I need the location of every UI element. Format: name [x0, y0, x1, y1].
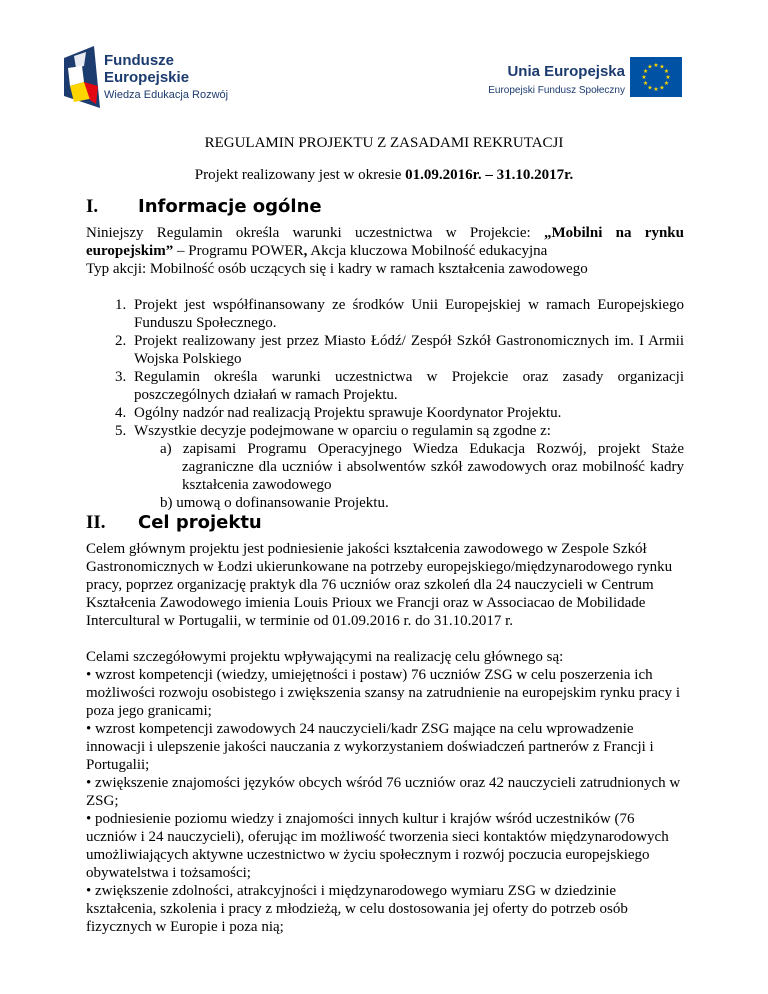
- section1-intro-comma: ,: [303, 243, 308, 259]
- section1-list: [86, 296, 684, 512]
- section2-title: Cel projektu: [138, 512, 262, 533]
- svg-text:★: ★: [647, 63, 653, 71]
- period-prefix: Projekt realizowany jest w okresie: [194, 167, 406, 183]
- section1-item-4: Ogólny nadzór nad realizacją Projektu sprawuje Koordynator Projektu.: [134, 405, 562, 421]
- section1-heading: [86, 196, 322, 218]
- sublist-label-b: b): [160, 495, 173, 511]
- svg-text:★: ★: [642, 68, 649, 75]
- section1-item-1: Projekt jest współfinansowany ze środków Unii Europejskiej w ramach Europejskiego Funduszu Społecznego.: [134, 297, 684, 331]
- section1-title: Informacje ogólne: [138, 196, 322, 217]
- sublist-text-a: zapisami Programu Operacyjnego Wiedza Edukacja Rozwój, projekt Staże zagraniczne dla uczniów i absolwentów szkół zawodowych oraz mobilność kadry kształcenia zawodowego: [182, 441, 684, 493]
- section1-item-5: Wszystkie decyzje podejmowane w oparciu o regulamin są zgodne z:: [134, 423, 551, 439]
- section2-body: [86, 540, 684, 936]
- svg-text:★: ★: [665, 74, 671, 81]
- fe-logo-line1: Fundusze: [104, 52, 174, 69]
- goal-bullet-3: • zwiększenie znajomości języków obcych wśród 76 uczniów oraz 42 nauczycieli zatrudnionych w ZSG;: [86, 775, 681, 809]
- svg-text:★: ★: [663, 68, 670, 75]
- svg-text:★: ★: [642, 80, 649, 87]
- section2-heading: [86, 512, 262, 534]
- ue-logo-line2: Europejski Fundusz Społeczny: [488, 85, 625, 96]
- section1-sublist: [134, 440, 684, 512]
- goal-bullet-4: • podniesienie poziomu wiedzy i znajomości innych kultur i krajów wśród uczestników (76 uczniów i 24 nauczycieli), oferując im możliwość tworzenia sieci kontaktów międzynarodowych umożliwiających aktywne uczestnictwo w życiu społecznym i rozwój poczucia europejskiego obywatelstwa i tożsamości;: [86, 811, 669, 881]
- svg-text:★: ★: [641, 74, 647, 81]
- period-dates: 01.09.2016r. – 31.10.2017r.: [405, 167, 574, 183]
- section1-number: I.: [86, 196, 99, 217]
- section1-intro-c: Akcja kluczowa Mobilność edukacyjna: [307, 243, 548, 259]
- eu-flag-icon: [630, 57, 682, 97]
- list-item: [130, 422, 684, 512]
- list-item: [130, 332, 684, 368]
- section1-item-2: Projekt realizowany jest przez Miasto Łódź/ Zespół Szkół Gastronomicznych im. I Armii Wojska Polskiego: [134, 333, 684, 367]
- action-type: Typ akcji: Mobilność osób uczących się i kadry w ramach kształcenia zawodowego: [86, 261, 588, 277]
- list-item: [130, 368, 684, 404]
- sublist-item: [160, 440, 684, 494]
- fe-star-icon: [64, 46, 100, 108]
- svg-text:★: ★: [647, 84, 653, 92]
- section1-intro: [86, 224, 684, 260]
- fe-logo-line3: Wiedza Edukacja Rozwój: [104, 89, 229, 101]
- goal-bullet-1: • wzrost kompetencji (wiedzy, umiejętności i postaw) 76 uczniów ZSG w celu poszerzenia ich możliwości rozwoju osobistego i zwiększenia szansy na zatrudnienie na europejskim rynku pracy i poza jego granicami;: [86, 667, 680, 719]
- sublist-label-a: a): [160, 441, 172, 457]
- section1-intro-a: Niniejszy Regulamin określa warunki uczestnictwa w Projekcie:: [86, 225, 545, 241]
- fe-logo-line2: Europejskie: [104, 69, 190, 86]
- section1-body: [86, 224, 684, 512]
- sublist-text-b: umową o dofinansowanie Projektu.: [176, 495, 389, 511]
- section1-item-3: Regulamin określa warunki uczestnictwa w Projekcie oraz zasady organizacji poszczególnych działań w ramach Projektu.: [134, 369, 684, 403]
- svg-text:★: ★: [653, 62, 659, 69]
- project-period: [0, 167, 768, 184]
- sublist-item: [160, 494, 684, 512]
- list-item: [130, 404, 684, 422]
- section1-intro-b: – Programu POWER: [173, 243, 304, 259]
- list-item: [130, 296, 684, 332]
- svg-text:★: ★: [653, 86, 659, 93]
- document-title: REGULAMIN PROJEKTU Z ZASADAMI REKRUTACJI: [204, 135, 564, 151]
- svg-text:★: ★: [659, 63, 665, 71]
- ue-logo-line1: Unia Europejska: [507, 63, 625, 80]
- fundusze-europejskie-logo: [64, 46, 264, 116]
- unia-europejska-logo: [470, 57, 680, 107]
- project-name: „Mobilni na rynku europejskim”: [86, 225, 684, 259]
- section2-para1: Celem głównym projektu jest podniesienie jakości kształcenia zawodowego w Zespole Szkół Gastronomicznych w Łodzi ukierunkowane na potrzeby europejskiego/międzynarodowego rynku pracy, poprzez organizację praktyk dla 76 uczniów oraz szkoleń dla 24 nauczycieli w Centrum Kształcenia Zawodowego imienia Louis Prioux we Francji oraz w Associacao de Mobilidade Intercultural w Portugalii, w terminie od 01.09.2016 r. do 31.10.2017 r.: [86, 541, 673, 629]
- svg-text:★: ★: [663, 80, 670, 87]
- svg-text:★: ★: [659, 84, 665, 92]
- goal-bullet-5: • zwiększenie zdolności, atrakcyjności i międzynarodowego wymiaru ZSG w dziedzinie kształcenia, szkolenia i pracy z młodzieżą, w celu dostosowania jej oferty do potrzeb osób fizycznych w Europie i poza nią;: [86, 883, 628, 935]
- goal-bullet-2: • wzrost kompetencji zawodowych 24 nauczycieli/kadr ZSG mające na celu wprowadzenie innowacji i ulepszenie jakości nauczania z wykorzystaniem doświadczeń partnerów z Francji i Portugalii;: [86, 721, 654, 773]
- section2-number: II.: [86, 512, 106, 533]
- section2-para2-intro: Celami szczegółowymi projektu wpływającymi na realizację celu głównego są:: [86, 649, 564, 665]
